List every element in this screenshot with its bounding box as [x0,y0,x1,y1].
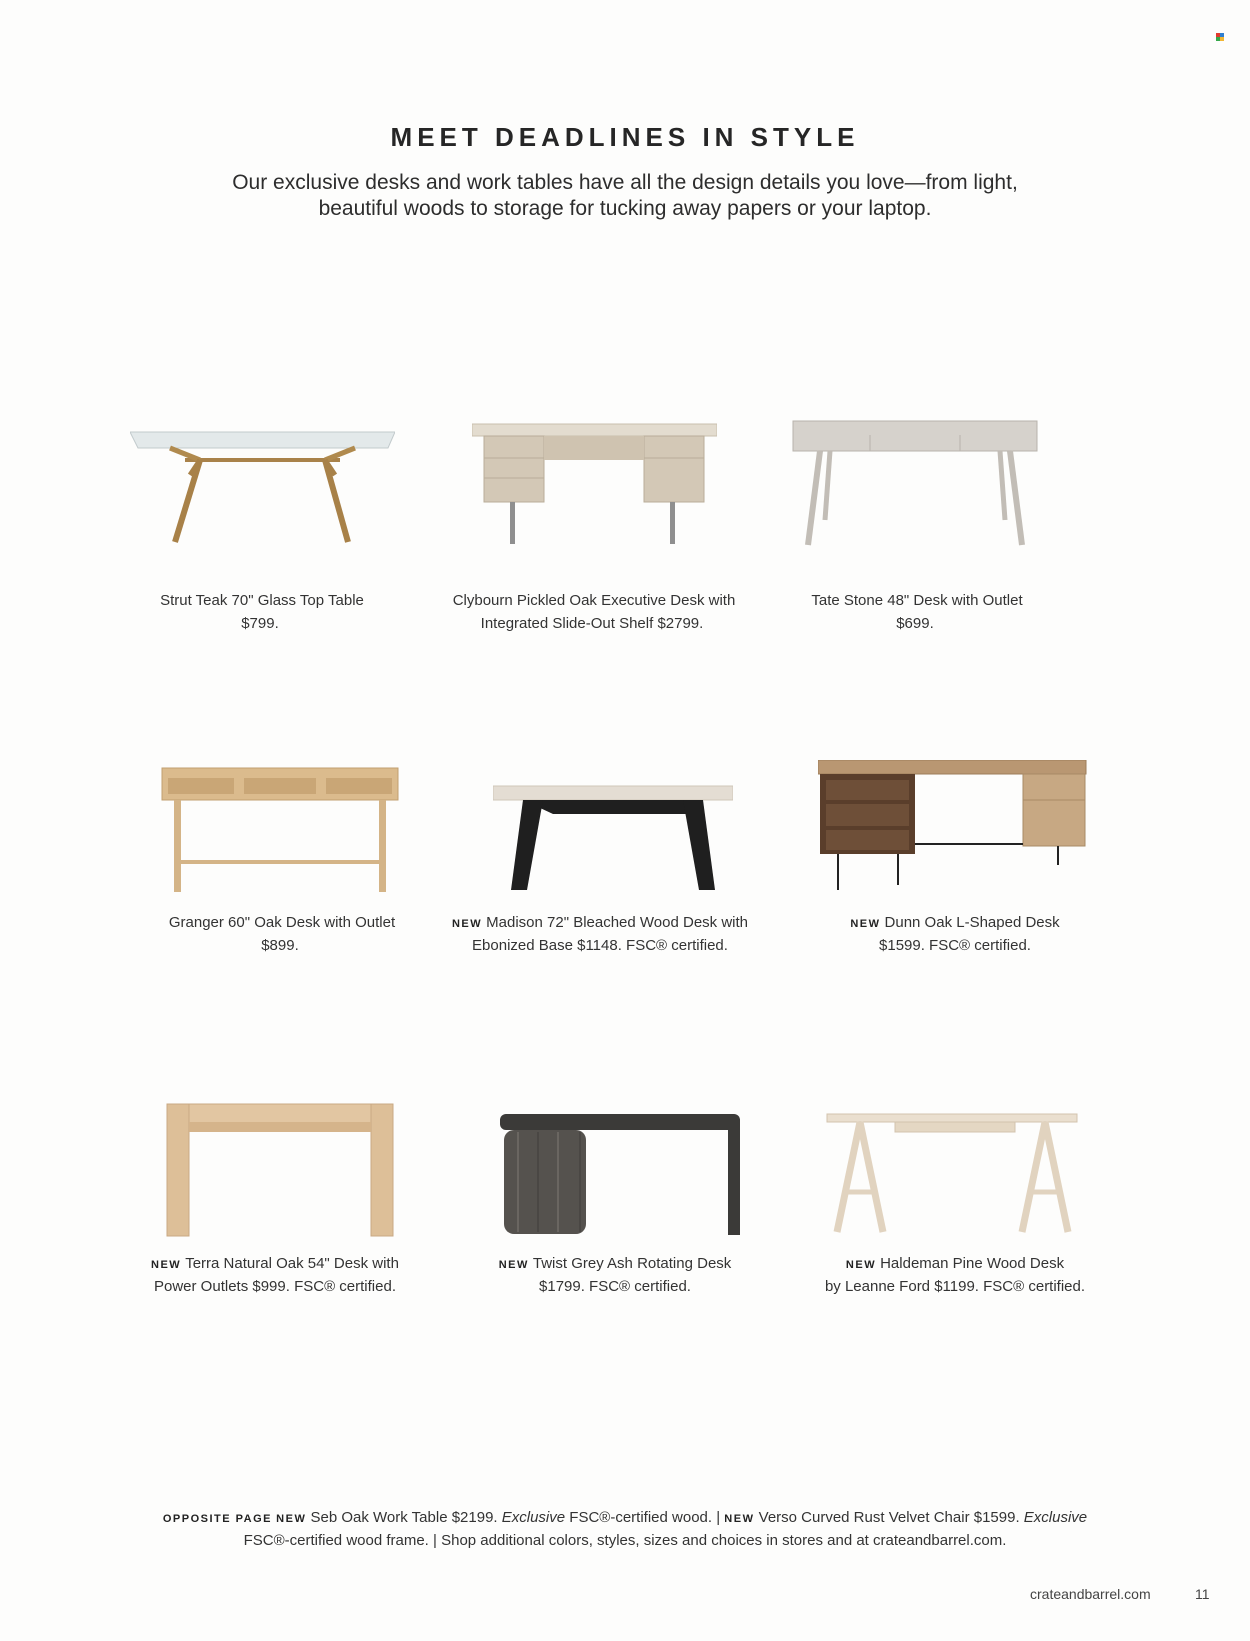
product-caption [775,1253,1135,1298]
product-image-twist-desk [498,1112,743,1237]
product-caption [100,912,460,957]
product-name: Madison 72" Bleached Wood Desk with [486,914,749,931]
new-badge: NEW [451,918,483,930]
product-name: Twist Grey Ash Rotating Desk [532,1255,732,1272]
footnote-item: Seb Oak Work Table $2199. [310,1509,498,1526]
product-price: $899. [261,937,299,954]
opposite-page-label: OPPOSITE PAGE [162,1513,272,1525]
product-image-tate-desk [790,415,1040,550]
separator: | [433,1532,437,1549]
footnote-shop-note: Shop additional colors, styles, sizes and choices in stores and at crateandbarrel.com. [441,1532,1007,1549]
intro-line-2: beautiful woods to storage for tucking away papers or your laptop. [318,197,932,220]
product-price: $699. [896,615,934,632]
product-caption [775,912,1135,957]
separator: | [716,1509,721,1526]
product-price: Ebonized Base $1148. FSC® certified. [472,937,728,954]
product-caption [735,590,1095,635]
product-image-clybourn-desk [472,420,717,550]
new-badge: NEW [276,1513,307,1525]
page-number: 11 [1195,1586,1210,1602]
product-name: Terra Natural Oak 54" Desk with [185,1255,399,1272]
product-price: by Leanne Ford $1199. FSC® certified. [824,1278,1086,1295]
intro-line-1: Our exclusive desks and work tables have all the design details you love—from light, [232,171,1018,194]
product-caption [80,590,440,635]
product-price: Integrated Slide-Out Shelf $2799. [480,615,704,632]
new-badge: NEW [151,1259,182,1271]
exclusive-label: Exclusive [1023,1509,1088,1526]
new-badge: NEW [850,918,881,930]
product-price: $1599. FSC® certified. [879,937,1031,954]
footer-website: crateandbarrel.com [1030,1586,1151,1602]
product-caption [95,1253,455,1298]
product-name: Strut Teak 70" Glass Top Table [160,592,364,609]
product-price: $799. [241,615,279,632]
product-name: Clybourn Pickled Oak Executive Desk with [452,592,736,609]
product-name: Granger 60" Oak Desk with Outlet [168,914,396,931]
product-price: Power Outlets $999. FSC® certified. [154,1278,396,1295]
product-name: Haldeman Pine Wood Desk [880,1255,1065,1272]
product-caption [435,1253,795,1298]
product-name: Tate Stone 48" Desk with Outlet [811,592,1023,609]
brand-mark-icon [1216,33,1224,41]
product-price: $1799. FSC® certified. [539,1278,691,1295]
product-image-terra-desk [165,1100,395,1240]
footnote-item: FSC®-certified wood. [569,1509,713,1526]
new-badge: NEW [498,1259,529,1271]
product-caption [412,590,772,635]
new-badge: NEW [724,1513,755,1525]
exclusive-label: Exclusive [501,1509,566,1526]
footnote-item: Verso Curved Rust Velvet Chair $1599. [758,1509,1020,1526]
product-caption [420,912,780,957]
new-badge: NEW [845,1259,877,1271]
product-name: Dunn Oak L-Shaped Desk [884,914,1060,931]
product-image-strut-table [130,420,395,550]
product-image-haldeman-desk [825,1112,1080,1237]
product-image-granger-desk [160,760,400,895]
product-image-madison-desk [493,780,733,895]
page-headline: MEET DEADLINES IN STYLE [390,122,860,152]
footnote-item: FSC®-certified wood frame. [243,1532,429,1549]
opposite-page-note [140,1507,1110,1552]
intro-text [200,170,1050,222]
product-image-dunn-desk [818,760,1088,895]
